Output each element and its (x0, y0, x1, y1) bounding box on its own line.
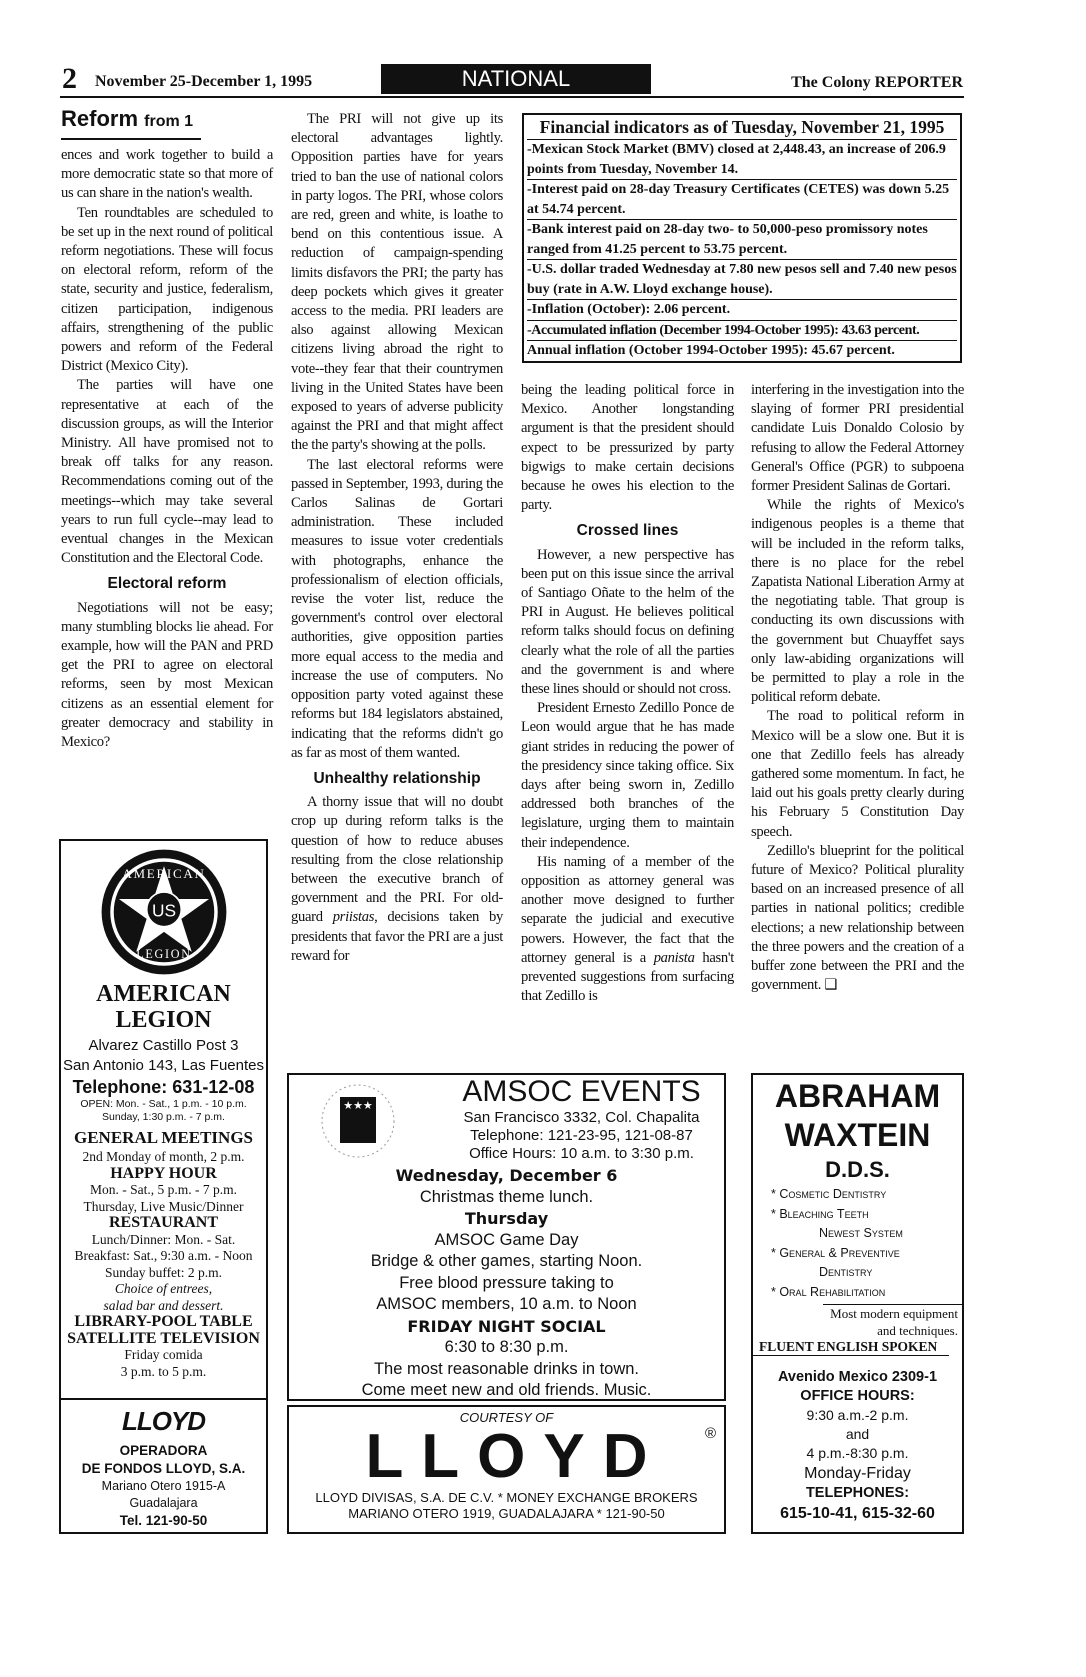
financial-item: -Interest paid on 28-day Treasury Certificates (CETES) was down 5.25 at 54.74 percent. (527, 180, 957, 220)
hours-heading: OFFICE HOURS: (800, 1388, 915, 1404)
english-spoken: FLUENT ENGLISH SPOKEN (753, 1339, 949, 1356)
legion-title: LEGION (115, 1007, 212, 1033)
financial-title: Financial indicators as of Tuesday, November 21, 1995 (527, 115, 957, 140)
financial-item: -Bank interest paid on 28-day two- to 50,000-peso promissory notes ranged from 41.25 percent to 53.75 percent. (527, 220, 957, 260)
legion-amenities: LIBRARY-POOL TABLE (74, 1313, 253, 1330)
paragraph: interfering in the investigation into the slaying of former PRI presidential candidate Luis Donaldo Colosio by refusing to allow the Federal Attorney General's Office (PGR) to subpoena former President Salinas de Gortari. (751, 382, 964, 495)
article-column-2 (291, 110, 503, 966)
text: A thorny issue that will no doubt crop up during reform talks is the question of how to reduce abuses resulting from the close relationship between the executive branch of government and the PRI. For old-guard (291, 794, 503, 926)
hours-line: 4 p.m.-8:30 p.m. (806, 1445, 909, 1461)
financial-item: -U.S. dollar traded Wednesday at 7.80 new pesos sell and 7.40 new pesos buy (rate in A.W. Lloyd exchange house). (527, 260, 957, 300)
article-column-4 (751, 381, 964, 996)
services-list (753, 1185, 962, 1302)
courtesy-label: COURTESY OF (459, 1410, 554, 1425)
paragraph: ences and work together to build a more democratic state so that more of us can share in the nation's wealth. (61, 147, 273, 202)
page-number: 2 (62, 62, 77, 95)
italic-term: panista (653, 949, 695, 966)
svg-text:AMERICAN: AMERICAN (121, 866, 206, 882)
legion-hours: Sunday, 1:30 p.m. - 7 p.m. (102, 1111, 225, 1123)
continuation-kicker (61, 106, 273, 135)
paragraph: being the leading political force in Mexico. Another longstanding argument is that the president should expect to be pressurized by party bigwigs to make certain decisions because he owes his election to the party. (521, 382, 734, 514)
text: Zedillo's blueprint for the political future of Mexico? Political plurality based on an increased presence of all parties in national politics; credible elections; a new relationship between the three powers and the creation of a buffer zone between the PRI and the government. (751, 842, 964, 994)
event-heading: Wednesday, December 6 (395, 1166, 618, 1185)
financial-item: Annual inflation (October 1994-October 1995): 45.67 percent. (527, 343, 895, 358)
office-info (753, 1364, 962, 1525)
legion-restaurant: Sunday buffet: 2 p.m. (104, 1264, 223, 1280)
equipment-line: and techniques. (877, 1323, 958, 1338)
end-mark-icon: ❑ (824, 977, 838, 994)
amsoc-phone: Telephone: 121-23-95, 121-08-87 (470, 1127, 693, 1144)
text: , decisions taken by presidents that favor the PRI are a just reward for (291, 909, 504, 964)
paper-name: The Colony REPORTER (791, 74, 963, 91)
legion-comida: 3 p.m. to 5 p.m. (120, 1363, 207, 1379)
subhead: Unhealthy relationship (313, 769, 481, 787)
lloyd-logo: LLOYD (365, 1422, 666, 1491)
american-legion-ad (59, 839, 268, 1399)
text: hasn't prevented suggestions from surfacing that Zedillo is (521, 949, 734, 1005)
paragraph: The last electoral reforms were passed in September, 1993, during the Carlos Salinas de Gortari administration. These included measures to issue voter credentials with photographs, enhance the professionalism of election officials, revise the voter list, reduce the government's control over electoral authorities, give opposition parties more equal access to the media and increase the use of computers. No opposition party voted against these reforms but 184 legislators abstained, indicating that the reforms didn't go as far as most of them wanted. (291, 456, 503, 761)
event-heading: FRIDAY NIGHT SOCIAL (407, 1316, 606, 1336)
equipment-note (823, 1304, 962, 1339)
amsoc-events-ad (287, 1073, 726, 1401)
hours-days: Monday-Friday (804, 1465, 911, 1482)
issue-date: November 25-December 1, 1995 (95, 73, 313, 90)
legion-restaurant-heading: RESTAURANT (108, 1214, 219, 1231)
paragraph (291, 793, 503, 966)
amsoc-title: AMSOC EVENTS (462, 1075, 701, 1108)
amsoc-events-list (289, 1165, 724, 1402)
service-item: * Bleaching Teeth (771, 1206, 869, 1221)
legion-comida: Friday comida (124, 1347, 203, 1362)
event-detail: AMSOC members, 10 a.m. to Noon (376, 1295, 637, 1313)
paragraph: While the rights of Mexico's indigenous peoples is a theme that will be included in the reform talks, there is no place for the rebel Zapatista National Liberation Army at the negotiating table. That group is conducting its own discussions with the government but Chuayffet says only law-abiding organizations will be permitted to play a role in the political reform debate. (751, 497, 964, 706)
amsoc-hours: Office Hours: 10 a.m. to 3:30 p.m. (469, 1145, 694, 1162)
financial-item: -Mexican Stock Market (BMV) closed at 2,448.43, an increase of 206.9 points from Tuesday, November 14. (527, 140, 957, 180)
service-item: * Cosmetic Dentistry (771, 1187, 887, 1201)
legion-amenities: SATELLITE TELEVISION (67, 1329, 260, 1347)
lloyd-line: Guadalajara (129, 1496, 198, 1510)
legion-restaurant: Choice of entrees, (114, 1281, 213, 1296)
kicker-rule (61, 138, 201, 140)
lloyd-line: Mariano Otero 1915-A (101, 1479, 226, 1493)
svg-text:★★★: ★★★ (343, 1100, 373, 1112)
article-column-3 (521, 381, 734, 1007)
paragraph (751, 842, 964, 996)
event-detail: Bridge & other games, starting Noon. (370, 1252, 643, 1270)
svg-text:LEGION: LEGION (135, 946, 192, 961)
svg-text:US: US (151, 900, 176, 921)
hours-line: and (845, 1426, 870, 1442)
kicker-title: Reform (61, 106, 139, 131)
telephones: 615-10-41, 615-32-60 (780, 1505, 935, 1522)
paragraph: The road to political reform in Mexico will be a slow one. But it is one that Zedillo feels has already gathered some momentum. In fact, he laid out his goals pretty clearly during his February 5 Constitution Day speech. (751, 708, 964, 840)
legion-restaurant: Breakfast: Sat., 9:30 a.m. - Noon (74, 1248, 253, 1263)
lloyd-divisas-ad (287, 1405, 726, 1534)
event-heading: Thursday (464, 1209, 549, 1228)
service-item: * Oral Rehabilitation (771, 1284, 886, 1299)
lloyd-line: LLOYD DIVISAS, S.A. DE C.V. * MONEY EXCHANGE BROKERS (315, 1490, 698, 1505)
financial-item: -Accumulated inflation (December 1994-October 1995): 43.63 percent. (527, 321, 957, 342)
article-column-1 (61, 106, 273, 752)
legion-meetings: 2nd Monday of month, 2 p.m. (82, 1149, 245, 1164)
paragraph: Ten roundtables are scheduled to be set up in the next round of political reform negotiations. These will focus on electoral reform, reform of the state, security and justice, federalism, citizen participation, indigenous affairs, strengthening of the public powers and reform of the Federal District (Mexico City). (61, 204, 273, 375)
registered-mark: ® (704, 1425, 716, 1442)
dentist-name: WAXTEIN (784, 1117, 931, 1153)
waxtein-dentist-ad (751, 1073, 964, 1534)
event-detail: Free blood pressure taking to (399, 1273, 614, 1292)
event-detail: The most reasonable drinks in town. (373, 1359, 640, 1378)
service-item: * General & Preventive (771, 1245, 900, 1260)
equipment-line: Most modern equipment (830, 1306, 958, 1321)
legion-restaurant: Lunch/Dinner: Mon. - Sat. (91, 1231, 236, 1247)
legion-happy-hour: Thursday, Live Music/Dinner (83, 1198, 244, 1214)
service-item: Newest System (819, 1226, 903, 1240)
lloyd-line: MARIANO OTERO 1919, GUADALAJARA * 121-90-50 (348, 1506, 665, 1521)
legion-address: San Antonio 143, Las Fuentes (63, 1057, 264, 1074)
legion-hours: OPEN: Mon. - Sat., 1 p.m. - 10 p.m. (80, 1098, 247, 1110)
amsoc-seal-icon (303, 1081, 413, 1161)
paragraph: Negotiations will not be easy; many stumbling blocks lie ahead. For example, how will the PAN and PRD get the PRI to agree on electoral reforms, seen by most Mexican citizens as an essential element for greater democracy and stability in Mexico? (61, 599, 273, 751)
text: His naming of a member of the opposition as attorney general was another move designed to further separate the judicial and executive powers. However, the fact that the attorney general is a (521, 853, 734, 966)
legion-post: Alvarez Castillo Post 3 (88, 1037, 239, 1054)
hours-line: 9:30 a.m.-2 p.m. (806, 1407, 909, 1423)
amsoc-address: San Francisco 3332, Col. Chapalita (463, 1109, 700, 1126)
office-address: Avenido Mexico 2309-1 (777, 1369, 938, 1385)
event-detail: Christmas theme lunch. (419, 1187, 594, 1206)
lloyd-logo: LLOYD (121, 1406, 206, 1436)
legion-happy-hour-heading: HAPPY HOUR (110, 1164, 217, 1182)
event-detail: AMSOC Game Day (434, 1230, 579, 1249)
section-banner: NATIONAL (381, 64, 651, 94)
paragraph: The PRI will not give up its electoral advantages lightly. Opposition parties have for years tried to ban the use of national colors in party logos. The PRI, whose colors are red, green and white, is loathe to bend on this contentious issue. A reduction of campaign-spending limits disfavors the PRI; the party has deep pockets which gives it greater access to the media. PRI leaders are also against allowing Mexican citizens living abroad the right to vote--they fear that their countrymen living in the United States have been exposed to years of adverse publicity against the PRI and that might affect the the party's showing at the polls. (291, 111, 503, 454)
paragraph (521, 853, 734, 1007)
header-rule (60, 96, 964, 98)
lloyd-line: DE FONDOS LLOYD, S.A. (81, 1461, 246, 1476)
lloyd-phone: Tel. 121-90-50 (119, 1513, 208, 1528)
kicker-from: from 1 (144, 113, 194, 130)
event-detail: 6:30 to 8:30 p.m. (444, 1338, 569, 1356)
legion-telephone: Telephone: 631-12-08 (72, 1077, 255, 1097)
legion-meetings-heading: GENERAL MEETINGS (73, 1128, 253, 1147)
amsoc-header (439, 1075, 724, 1163)
paragraph: The parties will have one representative at each of the discussion groups, as will the Interior Ministry. All have promised not to break off talks for any reason. Recommendations coming out of the meetings--which may take several years to run full cycle--may lead to eventual changes in the Mexican Constitution and the Electoral Code. (61, 377, 273, 567)
legion-happy-hour: Mon. - Sat., 5 p.m. - 7 p.m. (90, 1182, 237, 1197)
american-legion-emblem-icon (99, 847, 229, 977)
subhead: Crossed lines (576, 522, 679, 540)
lloyd-line: OPERADORA (119, 1443, 208, 1458)
subhead: Electoral reform (107, 575, 227, 593)
financial-indicators-box (522, 113, 962, 363)
dentist-name: ABRAHAM (774, 1078, 941, 1114)
legion-restaurant: salad bar and dessert. (103, 1297, 224, 1313)
lloyd-fondos-ad (59, 1398, 268, 1534)
financial-item: -Inflation (October): 2.06 percent. (527, 300, 957, 321)
legion-title: AMERICAN (96, 981, 231, 1007)
service-item: Dentistry (819, 1265, 873, 1279)
telephones-heading: TELEPHONES: (805, 1485, 910, 1501)
italic-term: priistas (332, 909, 375, 926)
event-detail: Come meet new and old friends. Music. (361, 1381, 652, 1399)
paragraph: However, a new perspective has been put on this issue since the arrival of Santiago Oñate to the helm of the PRI in August. He believes political reform talks should focus on defining clearly what the role of all the parties and the government is and where these lines should or should not cross. (521, 546, 734, 698)
paragraph: President Ernesto Zedillo Ponce de Leon would argue that he has made giant strides in reducing the power of the presidency since taking office. Six days after being sworn in, Zedillo addressed both branches of the legislature, urging them to maintain their independence. (521, 700, 734, 851)
dentist-degree: D.D.S. (825, 1157, 890, 1182)
